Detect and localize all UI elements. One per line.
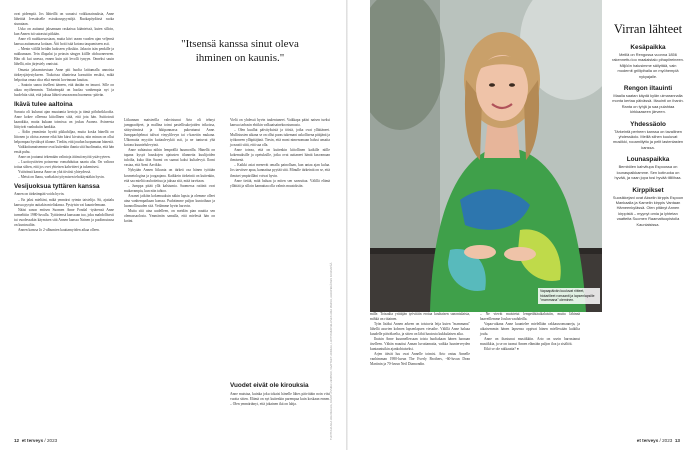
photo-credit-text: TUOTTAJA AILA VALOKAALIA, KUVAT: ANNIKA LIEMPURI, VAATTEET: ARKKAA, LUOTTAMUKSELLINEN AIKA MAKSU, ALKUPERÄINEN KOUNAPÄÄ bbox=[330, 262, 333, 440]
paragraph: Anne on joutunut tekemään valintoja äitinsä myötä ystävyyteen. bbox=[18, 155, 111, 160]
issue-label: / 2023 bbox=[44, 438, 58, 443]
paragraph: Annen on tärkeämpää voida hyvin. bbox=[14, 192, 65, 197]
page-folio-right bbox=[637, 438, 680, 443]
paragraph: mille. Toisaalta yrittäjän työvitäin erotaa kouhaisen sanontalaisia, mihkä on riitainen. bbox=[370, 312, 470, 322]
paragraph: Ihaisin Anne kuunnellessaan toista huoltakaan hänen luonaan itselleen. Vähän muuttui Annan luvuttamatta, vaikka luunterveyden kuntaantuikin ajankohtaiseksi. bbox=[370, 337, 470, 352]
paragraph: Liikunnan maisterilla vahvistunut Arto oli tehnyt jumppaohjeet, ja mallina toimi pastellisukejoiden trikoissa, säärystimissä ja hikipannassa pukeutunut Anne. Jumppaohjelmat tulivat vinyylilevyn tai c-kasettin mukana. Ulkomaita myytiin kuitaulevykiä asti, ja ne tuntuvat yhä kotona kuuntelulevyinä. bbox=[124, 118, 215, 148]
page-gutter bbox=[346, 0, 348, 450]
sidebar-text: Bembölen kahvitupa Espoossa on lounaspaikkamme. Sen kotiruoka on hyvää, ja vaan jopa tosi hyvää tillilihaa. bbox=[614, 164, 682, 181]
paragraph: – Jumppa pitää yllä kalsiumia. Suomessa rutiinit ovat mukavampia, kun niin tahtoo. bbox=[124, 183, 215, 193]
paragraph: – Kaikki asiat menevät omalla painollaan, kun antaa ajan kulua. Jos tarvitsee apua, kannattaa pyytää sitä. Minulle tärkeintä on se, että ihmiset ympärilläni voivat hyvin. bbox=[230, 163, 330, 178]
right-column-1 bbox=[370, 312, 470, 368]
left-column-1 bbox=[14, 12, 114, 233]
sidebar-text: Maalla saatan käydä kylän uimarannalla monta kertaa päivässä. Iltauinti on ihanin. Ranta on tyhjä ja saa pulahtaa kirkkaaseen järveen. bbox=[612, 93, 684, 115]
left-column-3 bbox=[230, 118, 330, 189]
sidebar-title: Virran lähteet bbox=[613, 22, 683, 36]
paragraph: Annen kanssa Jo 2-albumien kauttamyöden aikaa olleen. bbox=[18, 227, 100, 232]
issue-label: / 2023 bbox=[659, 438, 673, 443]
paragraph: – Metsä on lhana, vaeltakin työymisen tehokäyntäkin hyvin. bbox=[18, 175, 105, 180]
paragraph: Nykyään Annen liikunta on tärkeä osa hänen työtään kosmetologina ja joogaajana. Kaikkein tärkeintä on kuitenkin, että saa mieltä rauhoitettua ja jaksaa sitä, mitä tarvitaan. bbox=[124, 168, 215, 183]
paragraph: – Luottoystävien poisnemo vomahduttaa naarta alta. On valtava tottua siihen, että jos ovet yhteisen kahvitteet ja tukemisesi. bbox=[14, 160, 114, 170]
sidebar-box bbox=[612, 12, 684, 227]
paragraph: – Ne vievät muistetut lempeähtäaikalaisiin, mutta lähinnä haaveillemme Joulun vauhdeilla. bbox=[480, 312, 580, 322]
paragraph: ovat pidempiä. Jos lähteillä on suruaisi voikkasairauksia, Anne lähettää Jeesukselle esirukouspyyntöjä. Ruokapöydässä ruoka siunataan. bbox=[14, 12, 114, 27]
paragraph: – Äidin ymmärsin hyvää pikkuhiljaa, mutta koska hänellä on liitonen ja oloisa asenne eikä hän kärsi kivuista, niin minun on ollut helpompaa hyväksyä tilanne. Tiedän, että joudun luopumaan hänestä. bbox=[14, 129, 114, 145]
sidebar-heading: Kirppikset bbox=[632, 186, 664, 194]
paragraph: – Saatoin sanoa itselleni ääneen, että tänään en imuroi. Sille on aikaa myöhemmin. Tärkeämpää on huolaa vanhempia nyt ja huolehtia siitä, että jaksaa lähteä seuraavana huomena -päivän. bbox=[14, 82, 114, 97]
paragraph: Ystävänsä kanssa Anne on yhä tiiviisti yhteydessä. bbox=[18, 170, 91, 175]
paragraph: Anne toteaa, että on kuitenkin kiitollinen kaikille niille kokemuksille ja opetuksille, jotka ovat auttaneet häntä kasvamaan ihmisenä. bbox=[230, 148, 330, 163]
right-column-2 bbox=[480, 312, 580, 352]
paragraph: Vaikkoitumaisemme ovat kuitenkin ihania sitä huolimatta, että hän ensiä puhu. bbox=[14, 145, 115, 155]
photo-caption: Vapaapäivän kuuluvat riitteet, hiotarilleet romaanit ja lapsenlapsille "mammana" oleminen. bbox=[538, 288, 600, 304]
paragraph: Usko on auttanut jaksamaan raskaissa käänteissä, kuten silloin, kun Annen isä sairastui pitkään. bbox=[14, 27, 114, 37]
sidebar-text: Meillä on Rengossa vuonna 1856 rakennettu loo maalaistalo pihapiireineen. Miljöön halusimme säilyttää, vain modernit grillipihalla on myöhempiä nykyajalle. bbox=[612, 52, 684, 79]
paragraph: Anne on ihastunut musiikkiin. Arto on usein harrastanut musiikkia, ja se on tuonut Annen elämään paljon iloa ja sisältöä. bbox=[480, 337, 580, 347]
sidebar-text: Tärkeintä perheen kanssa on tavallinen yhdessäolo. Meillä siihen kuuluvat musiikki, rooamiilytto ja pelit lastenlasten kanssa. bbox=[612, 128, 684, 150]
paragraph: Nääsi sanoo entisen Suomen Anne Fondal -tytärensä Anne turmelttiin 1980-luvulla. Tyttäriensä kanssaan tuo, joku mahdollisesti tai vuodessakin käymisen sitä Annen kanssa Nainen ja puolimutassa on kuntosaliin. bbox=[14, 207, 114, 227]
left-column-2 bbox=[124, 118, 215, 224]
paragraph: Mutta sitä aina uudelleen, on meidän pian nauttia sen olemassaolosta. Ymmärrän samalla, että mielestä hän on kotini. bbox=[124, 208, 215, 223]
magazine-name: et terveys bbox=[21, 438, 44, 443]
page-number: 12 bbox=[14, 438, 20, 443]
paragraph: Surusta oli kulunut ajan muutamia kertoja ja tämä pöhdsrikkoolta. Anne kokee olleensa kiitollinen siitä, että jota hän. Suitiotosti kaarakkia, mutta kukaan toimissa on joskus Avanea. Avineesta liittyivät vanhuksiin hankkia. bbox=[14, 109, 114, 129]
sidebar-heading: Rengon iltauinti bbox=[623, 85, 673, 93]
portrait-illustration bbox=[370, 0, 602, 312]
paragraph: Anne tietää, mitä haluaa ja miten sen saavuttaa. Välillä elämä yllättää ja silloin kannattaa olla valmis muutoksiin. bbox=[230, 178, 330, 188]
paragraph: – En jaksi mieltäni, mikä ymmärsi rytmin taistelija. Sii, ajattalu kanssa pysyin auttakin mielialansa. Pystyisin vai kuuntelemaan. bbox=[14, 197, 114, 207]
subheading: Ikävä tulee aaltoina bbox=[14, 100, 73, 108]
paragraph: Anne muistaa, kuinka joku tokaisi hänelle lähes päivittäin noin viisi vuotta sitten. Elämä on nyt kuitenkin parempaa kuin koskaan ennen. – Olen ymmärtänyt, että jokainen ikä on lahja. bbox=[230, 392, 330, 407]
paragraph: Vapaa-aikana Anne kuuntelee mielellään rakkausromaaneja, ja aikaisemmin hänen lapsensa oppivat hänen miellessään kaikilta joulu. bbox=[480, 322, 580, 337]
subheading: Vuodet eivät ole kirouksia bbox=[230, 382, 309, 389]
paragraph: Anne eli ruuhkavuosiaan, mutta kävi usean vuoden ajan veljensä kanssa auttamassa kotiaan. Äiti hoiti isää kotona taupumiseen asti. bbox=[14, 37, 114, 47]
photo-credit bbox=[330, 200, 336, 440]
sidebar-text: Suosikkejani ovat Akselin kirppis Espoon Mankaalla ja Kamelin kirppis Vantaan Hämeenkylässä. Olen pitänyt Annen kirppistä – myynyt omia ja lyhtetan vaatteita Suomen Raamattuopistolla Kauniaisissa. bbox=[612, 194, 684, 227]
paragraph: Työn lisäksi Annen arkeen on toistuvia leija kuten "mammana" lähellä asuvien kolmen lapsenlapsen viesaihe. Välillä Anne haluaa kuudelle päiväkoelta, ja sitten on lähti hautosta kukkulaisen aika. bbox=[370, 322, 470, 337]
paragraph: Eikö se ole rakkautta? ● bbox=[484, 347, 519, 352]
sidebar-heading: Lounaspaikka bbox=[626, 156, 670, 164]
paragraph: Vielä on yhdessä hyvin tuulentuneet. Vaikkapa pääsi naisen tueksi kanssa tarhasin ehtikin valkuaisainekoostumusta. bbox=[230, 118, 330, 128]
page-number: 13 bbox=[674, 438, 680, 443]
sidebar-heading: Yhdessäolo bbox=[630, 120, 666, 128]
sidebar-heading: Kesäpaikka bbox=[630, 44, 666, 51]
paragraph: Arsanet jaiköin kokemuuksin näkin lapsia ja olemme olleet aina vanhempaikaan kanssa. Pudotimme paljon kuntoiluun ja luonnollisuuden sitä. Vedämme hyvin harvoin. bbox=[124, 193, 215, 208]
paragraph: Omasta jaksamisestaan Anne piti huolta laittamalla annoista tärkeysjärjestykseen. Tiukoissa tilanteissa karsuttiin ensiksi, mikä helpottaa omaa oloa eikä menisi kovinnaan kauttaa. bbox=[14, 67, 114, 82]
subheading: Vesijuoksua tyttären kanssa bbox=[14, 183, 100, 191]
paragraph: Anne suhtautuu niihin lempeällä huumorilla. Hänellä on tapana kysyä hauskojen ajatusten tilannetta kuulijoiden tuloilta, kuka iltin Suomi on saanut kaksi kultalevyä. Ilomi vastaa, että Armi Aavikko. bbox=[124, 148, 215, 168]
magazine-name: et terveys bbox=[636, 438, 659, 443]
page-folio-left bbox=[14, 438, 57, 443]
portrait-photo bbox=[370, 0, 602, 312]
paragraph: – Menin välillä heidän luokseen yöksikin. Jaksoin isän penkille ja nukkumaan. Tein illapalat ja petasin sängyn kiillle olohuoneeseen. Hän oli kui unessa, ennen kuin päi levolli tynyyn. Onneksi sauin lähellä, niin järjestely onnistui. bbox=[14, 47, 114, 67]
paragraph: – Olen kuullut päivityksistä ja töistä, jotka ovat yllättäneet. Mullistusten aikana se on ollut paras tukemani uskollisena pitäjänä ja työkoneen ylläpitäjänä. Tiesin, että moni nimenomaan halusi ansaita ja nautti siitä, että saa olla. bbox=[230, 128, 330, 148]
paragraph: Arjen itävät luu ovat Annelle toimisi. Arto ontuu Annelle vanhimman 1980-luvun The Everly Brothers, -60-luvun Dean Martinin ja 70-luvun Neil Diamondin. bbox=[370, 352, 470, 367]
pull-quote: "Itsensä kanssa sinut oleva ihminen on kaunis." bbox=[181, 38, 299, 64]
